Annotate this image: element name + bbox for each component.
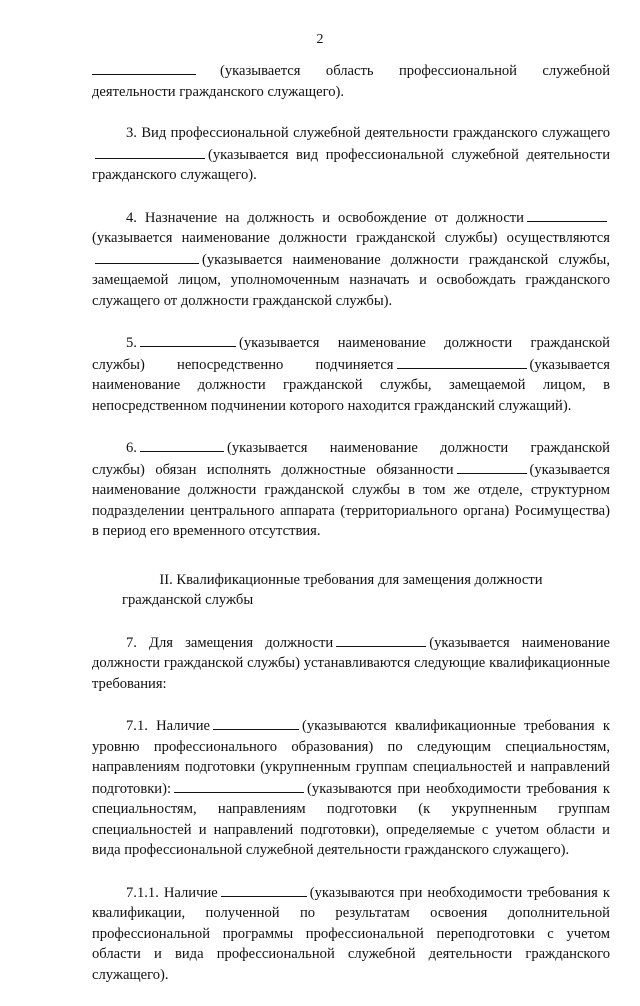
blank-field <box>95 249 199 264</box>
page-number: 2 <box>316 32 324 47</box>
paragraph-7-1-1 <box>92 882 610 986</box>
paragraph-7 <box>92 632 610 695</box>
paragraph-4-suffix: (указывается наименование должности гражданской службы, замещаемой лицом, уполномоченным назначать и освобождать гражданского служащего от должности гражданской службы). <box>92 251 610 309</box>
paragraph-4-prefix: 4. Назначение на должность и освобождение от должности <box>126 209 524 226</box>
section-heading: II. Квалификационные требования для замещения должности гражданской службы <box>122 571 543 608</box>
blank-field <box>221 882 307 897</box>
blank-field <box>397 354 527 369</box>
blank-field <box>527 207 607 222</box>
blank-field <box>457 459 527 474</box>
paragraph-7-1-prefix: 7.1. Наличие <box>126 718 210 734</box>
blank-field <box>174 778 304 793</box>
paragraph-5-prefix: 5. <box>126 335 137 351</box>
blank-field <box>213 715 299 730</box>
paragraph-5-suffix: (указывается наименование должности гражданской службы, замещаемой лицом, в непосредственном подчинении которого находится гражданский служащий). <box>92 356 610 414</box>
paragraph-5 <box>92 332 610 416</box>
paragraph-4-middle: (указывается наименование должности гражданской службы) осуществляются <box>92 230 610 246</box>
paragraph-3-prefix: 3. Вид профессиональной служебной деятельности гражданского служащего <box>126 125 610 141</box>
paragraph-5-middle: (указывается наименование должности гражданской службы) непосредственно подчиняется <box>92 335 610 373</box>
paragraph-7-1 <box>92 715 610 861</box>
paragraph-4 <box>92 207 610 312</box>
paragraph-3-suffix: (указывается вид профессиональной служебной деятельности гражданского служащего). <box>92 146 610 183</box>
blank-field <box>92 60 196 75</box>
paragraph-6-middle: (указывается наименование должности гражданской службы) обязан исполнять должностные обязанности <box>92 440 610 478</box>
blank-field <box>95 144 205 159</box>
blank-field <box>336 632 426 647</box>
paragraph-7-1-1-suffix: (указываются при необходимости требования к квалификации, полученной по результатам освоения дополнительной профессиональной программы профессиональной переподготовки с учетом области и вида профессиональной служебной деятельности гражданского служащего). <box>92 884 610 983</box>
paragraph-7-1-suffix: (указываются при необходимости требования к специальностям, направлениям подготовки (к укрупненным группам специальностей и направлений подготовки), определяемые с учетом области и вида профессиональной служебной деятельности гражданского служащего). <box>92 780 610 858</box>
paragraph-area-text: (указывается область профессиональной служебной деятельности гражданского служащего). <box>92 63 610 100</box>
paragraph-6 <box>92 437 610 542</box>
document-body <box>92 60 610 1006</box>
paragraph-6-suffix: (указывается наименование должности гражданской службы в том же отделе, структурном подразделении центрального аппарата (территориального органа) Росимущества) в период его временного отсутствия. <box>92 461 610 539</box>
paragraph-7-suffix: (указывается наименование должности гражданской службы) устанавливаются следующие квалификационные требования: <box>92 634 610 692</box>
blank-field <box>140 332 236 347</box>
paragraph-area <box>92 60 610 102</box>
paragraph-6-prefix: 6. <box>126 440 137 456</box>
paragraph-7-prefix: 7. Для замещения должности <box>126 634 334 651</box>
paragraph-7-1-middle: (указываются квалификационные требования к уровню профессионального образования) по следующим специальностям, направлениям подготовки (укрупненным группам специальностей и направлений подготовки): <box>92 718 610 797</box>
paragraph-3 <box>92 123 610 186</box>
paragraph-7-1-1-prefix: 7.1.1. Наличие <box>126 884 218 901</box>
blank-field <box>140 437 224 452</box>
